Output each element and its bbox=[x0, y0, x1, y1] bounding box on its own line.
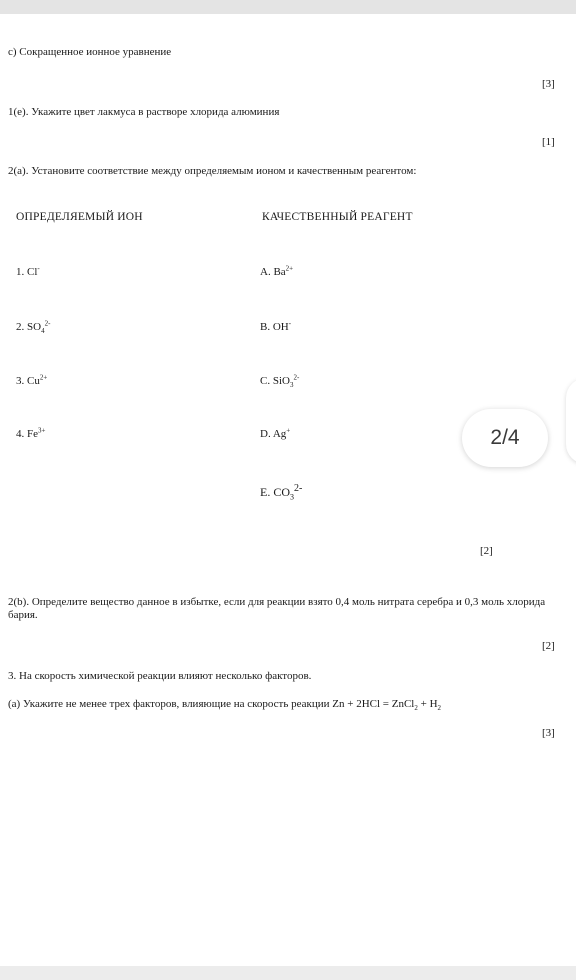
bottom-bar bbox=[0, 966, 576, 980]
col-header-ion: ОПРЕДЕЛЯЕМЫЙ ИОН bbox=[16, 211, 143, 223]
page-indicator[interactable] bbox=[462, 409, 548, 467]
side-nav-button[interactable] bbox=[566, 378, 576, 464]
col-header-reagent: КАЧЕСТВЕННЫЙ РЕАГЕНТ bbox=[262, 211, 413, 223]
reagent-item-a: A. $Ba^{2+}$ bbox=[260, 264, 294, 278]
q3a-mark: [3] bbox=[542, 727, 555, 739]
ion-item-4: 4. $Fe^{3+}$ bbox=[16, 426, 46, 440]
q1e-text: 1(e). Укажите цвет лакмуса в растворе хлорида алюминия bbox=[8, 106, 280, 118]
section-c-text: c) Сокращенное ионное уравнение bbox=[8, 46, 172, 58]
reagent-item-e: E. $CO_3^{2-}$ bbox=[260, 483, 303, 502]
q1e-mark: [1] bbox=[542, 136, 555, 148]
reagent-item-c: C. SiO$_3^{2-}$ bbox=[260, 373, 300, 390]
section-c-mark: [3] bbox=[542, 78, 555, 90]
q2a-text: 2(a). Установите соответствие между определяемым ионом и качественным реагентом: bbox=[8, 165, 417, 177]
ion-item-2: 2. $SO_4^{2-}$ bbox=[16, 319, 51, 336]
page-indicator-label: 2/4 bbox=[490, 426, 520, 449]
q2a-mark: [2] bbox=[480, 545, 493, 557]
reagent-item-b: B. OH- bbox=[260, 319, 292, 333]
q3a-text: (a) Укажите не менее трех факторов, влияющие на скорость реакции Zn + 2HCl = ZnCl$_2$ + $H_2$ bbox=[8, 698, 442, 713]
reagent-item-d: D. Ag+ bbox=[260, 426, 291, 440]
top-bar bbox=[0, 0, 576, 14]
q2b-text: 2(b). Определите вещество данное в избытке, если для реакции взято 0,4 моль нитрата серебра и 0,3 моль хлорида бария. bbox=[8, 596, 546, 621]
ion-item-3: 3. $Cu^{2+}$ bbox=[16, 373, 48, 387]
q3-text: 3. На скорость химической реакции влияют несколько факторов. bbox=[8, 670, 312, 682]
ion-item-1: 1. Cl- bbox=[16, 264, 40, 278]
q2b-mark: [2] bbox=[542, 640, 555, 652]
